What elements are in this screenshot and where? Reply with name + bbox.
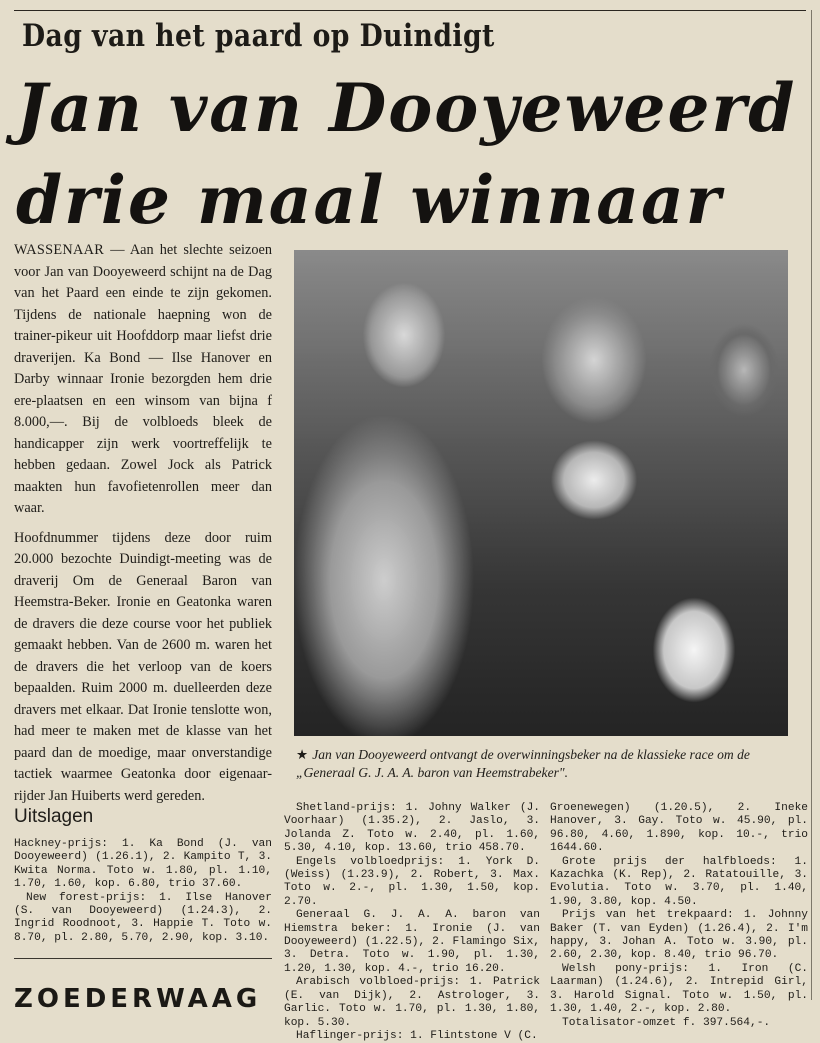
lead-paragraph-2: Hoofdnummer tijdens deze door ruim 20.000 bezochte Duindigt-meeting was de draverij Om de Generaal Baron van Heemstra-Beker. Ironie en Geatonka waren de dravers die deze course voor het publiek gemaakt hebben. Van de 2600 m. waren het de dravers die het verloop van de koers bepaalden. Ruim 2000 m. duelleerden deze dravers met elkaar. Dat Ironie tenslotte won, had meer te maken met de klasse van het paard dan de moedige, maar onverstandige tactiek waarmee Geatonka door eigenaar-rijder Jan Huiberts werd gereden. [14, 529, 272, 804]
result-entry: Generaal G. J. A. A. baron van Hiemstra beker: 1. Ironie (J. van Dooyeweerd) (1.22.5), 2. Flamingo Six, 3. Detra. Toto w. 1.90, pl. 1.30, 1.20, 1.30, kop. 4.-, trio 16.20. [284, 909, 540, 975]
photo-caption [296, 746, 792, 782]
award-photo [294, 250, 788, 736]
results-column-2 [284, 802, 540, 1043]
lead-paragraph-1 [14, 240, 272, 520]
lead-column [14, 240, 272, 813]
results-column-1 [14, 838, 272, 945]
lead-paragraph-1-text: — Aan het slechte seizoen voor Jan van Dooyeweerd schijnt na de Dag van het Paard een einde te zijn gekomen. Tijdens de nationale haepning won de trainer-pikeur uit Hoofddorp maar liefst drie draverijen. Ka Bond — Ilse Hanover en Darby winnaar Ironie bezorgden hem drie ere-plaatsen en een winsom van bijna f 8.000,—. Bij de volbloeds bleek de handicapper zijn werk voortreffelijk te hebben gedaan. Zowel Jock als Patrick maakten hun favofietenrollen meer dan waar. [14, 242, 272, 516]
top-rule [14, 10, 806, 11]
result-entry: Totalisator-omzet f. 397.564,-. [562, 1016, 771, 1029]
result-entry: Shetland-prijs: 1. Johny Walker (J. Voorhaar) (1.35.2), 2. Jaslo, 3. Jolanda Z. Toto w. 2.40, pl. 1.60, 5.30, 4.10, kop. 13.60, trio 458.70. [284, 802, 540, 855]
dateline: WASSENAAR [14, 242, 105, 258]
headline-line-1: Jan van Dooyeweerd [16, 69, 797, 147]
result-entry: Prijs van het trekpaard: 1. Johnny Baker (T. van Eyden) (1.26.4), 2. I'm happy, 3. Johan A. Toto w. 3.90, pl. 2.60, 2.30, kop. 8.40, trio 96.70. [550, 909, 808, 962]
result-entry: Groenewegen) (1.20.5), 2. Ineke Hanover, 3. Gay. Toto w. 45.90, pl. 96.80, 4.60, 1.890, kop. 10.-, trio 1644.60. [550, 802, 808, 855]
headline-line-2: drie maal winnaar [16, 161, 723, 239]
article-headline [16, 62, 816, 246]
next-article-heading-cut: ZOEDERWAAG [14, 984, 262, 1014]
result-entry: New forest-prijs: 1. Ilse Hanover (S. van Dooyeweerd) (1.24.3), 2. Ingrid Roodnoot, 3. Happie T. Toto w. 8.70, pl. 2.80, 5.70, 2.90, kop. 3.10. [14, 891, 272, 944]
caption-text: Jan van Dooyeweerd ontvangt de overwinningsbeker na de klassieke race om de „Generaal G. J. A. A. baron van Heemstrabeker". [296, 747, 750, 780]
result-entry: Grote prijs der halfbloeds: 1. Kazachka (K. Rep), 2. Ratatouille, 3. Evolutia. Toto w. 3.70, pl. 1.40, 1.90, 3.80, kop. 4.50. [550, 855, 808, 908]
star-icon: ★ [296, 747, 309, 762]
result-entry: Welsh pony-prijs: 1. Iron (C. Laarman) (1.24.6), 2. Intrepid Girl, 3. Harold Signal. Toto w. 1.50, pl. 1.30, 1.40, 2.-, kop. 2.80. [550, 962, 808, 1016]
result-entry: Hackney-prijs: 1. Ka Bond (J. van Dooyeweerd) (1.26.1), 2. Kampito T, 3. Kwita Norma. Toto w. 1.80, pl. 1.10, 1.70, 1.60, kop. 6.80, trio 37.60. [14, 838, 272, 891]
results-column-3 [550, 802, 808, 1030]
results-heading: Uitslagen [14, 806, 94, 827]
bottom-rule [14, 958, 272, 959]
result-entry: Engels volbloedprijs: 1. York D. (Weiss) (1.23.9), 2. Robert, 3. Max. Toto w. 2.-, pl. 1.30, 1.50, kop. 2.70. [284, 855, 540, 908]
result-entry: Haflinger-prijs: 1. Flintstone V (C. [296, 1029, 538, 1042]
result-entry: Arabisch volbloed-prijs: 1. Patrick (E. van Dijk), 2. Astrologer, 3. Garlic. Toto w. 1.70, pl. 1.30, 1.80, kop. 5.30. [284, 976, 540, 1029]
article-kicker: Dag van het paard op Duindigt [22, 18, 495, 54]
